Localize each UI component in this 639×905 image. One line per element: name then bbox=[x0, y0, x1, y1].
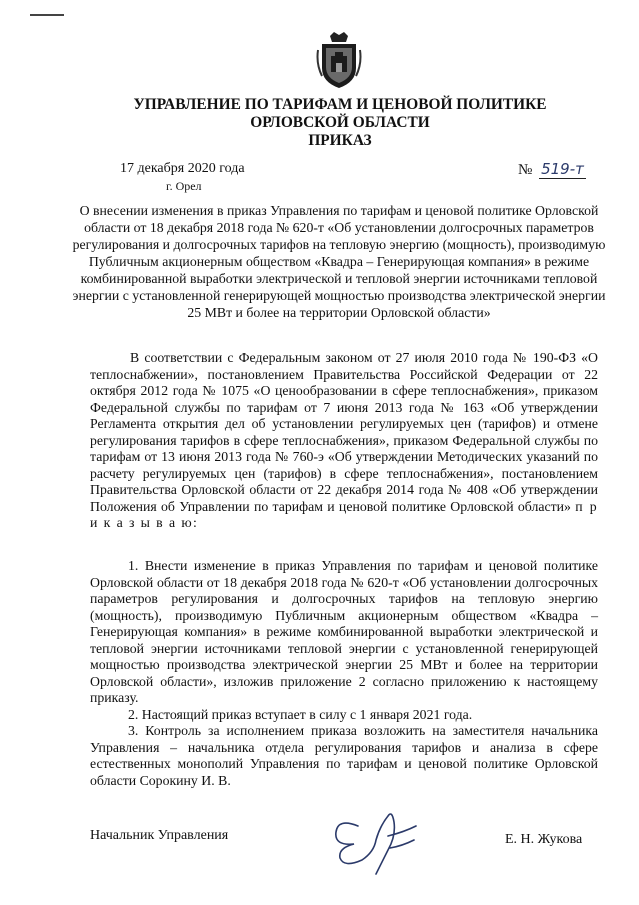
order-items bbox=[90, 558, 598, 789]
preamble-text: В соответствии с Федеральным законом от 27 июля 2010 года № 190-ФЗ «О теплоснабжении», постановлением Правительства Российской Федерации от 22 октября 2012 года № 1075 «О ценообразовании в сфере теплоснабжения», приказом Федеральной службы по тарифам от 7 июня 2013 года № 163 «Об утверждении Регламента открытия дел об установлении регулируемых цен (тарифов) и отмене регулирования тарифов в сфере теплоснабжения», приказом Федеральной службы по тарифам от 13 июня 2013 года № 760-э «Об утверждении Методических указаний по расчету регулируемых цен (тарифов) в сфере теплоснабжения», постановлением Правительства Орловской области от 22 декабря 2014 года № 408 «Об утверждении Положения об Управлении по тарифам и ценовой политике Орловской области» bbox=[90, 350, 598, 514]
scan-mark bbox=[30, 14, 64, 16]
handwritten-signature bbox=[318, 796, 430, 882]
order-number-label: № bbox=[518, 162, 533, 178]
order-subject: О внесении изменения в приказ Управления по тарифам и ценовой политике Орловской области от 18 декабря 2018 года № 620-т «Об установлении долгосрочных параметров регулирования и долгосрочных тарифов на тепловую энергию (мощность), производимую Публичным акционерным обществом «Квадра – Генерирующая компания» в режиме комбинированной выработки электрической и тепловой энергии источниками тепловой энергии с установленной генерирующей мощностью производства электрической энергии 25 МВт и более на территории Орловской области» bbox=[72, 203, 606, 320]
order-date: 17 декабря 2020 года bbox=[120, 161, 245, 176]
header-line-1: УПРАВЛЕНИЕ ПО ТАРИФАМ И ЦЕНОВОЙ ПОЛИТИКЕ bbox=[133, 96, 547, 113]
preamble-paragraph bbox=[90, 350, 598, 532]
signatory-name: Е. Н. Жукова bbox=[505, 832, 583, 847]
order-word: п р и к а з ы в а ю: bbox=[90, 498, 599, 530]
coat-of-arms-emblem bbox=[316, 30, 362, 90]
order-number-value: 519-т bbox=[541, 160, 584, 178]
order-item-3: 3. Контроль за исполнением приказа возложить на заместителя начальника Управления – начальника отдела регулирования тарифов и анализа в сфере естественных монополий Управления по тарифам и ценовой политике Орловской области Сорокину И. В. bbox=[90, 723, 598, 788]
signatory-position: Начальник Управления bbox=[90, 828, 229, 843]
order-number bbox=[518, 160, 586, 179]
order-item-2: 2. Настоящий приказ вступает в силу с 1 января 2021 года. bbox=[128, 706, 473, 722]
order-city: г. Орел bbox=[166, 179, 202, 193]
header-line-3: ПРИКАЗ bbox=[308, 132, 372, 149]
header-line-2: ОРЛОВСКОЙ ОБЛАСТИ bbox=[250, 114, 430, 131]
order-item-1: 1. Внести изменение в приказ Управления по тарифам и ценовой политике Орловской области от 18 декабря 2018 года № 620-т «Об установлении долгосрочных параметров регулирования и долгосрочных тарифов на тепловую энергию (мощность), производимую Публичным акционерным обществом «Квадра – Генерирующая компания» в режиме комбинированной выработки электрической и тепловой энергии источниками тепловой энергии с установленной генерирующей мощностью производства электрической энергии 25 МВт и более на территории Орловской области», изложив приложение 2 согласно приложению к настоящему приказу. bbox=[90, 558, 598, 705]
document-header bbox=[60, 96, 620, 150]
